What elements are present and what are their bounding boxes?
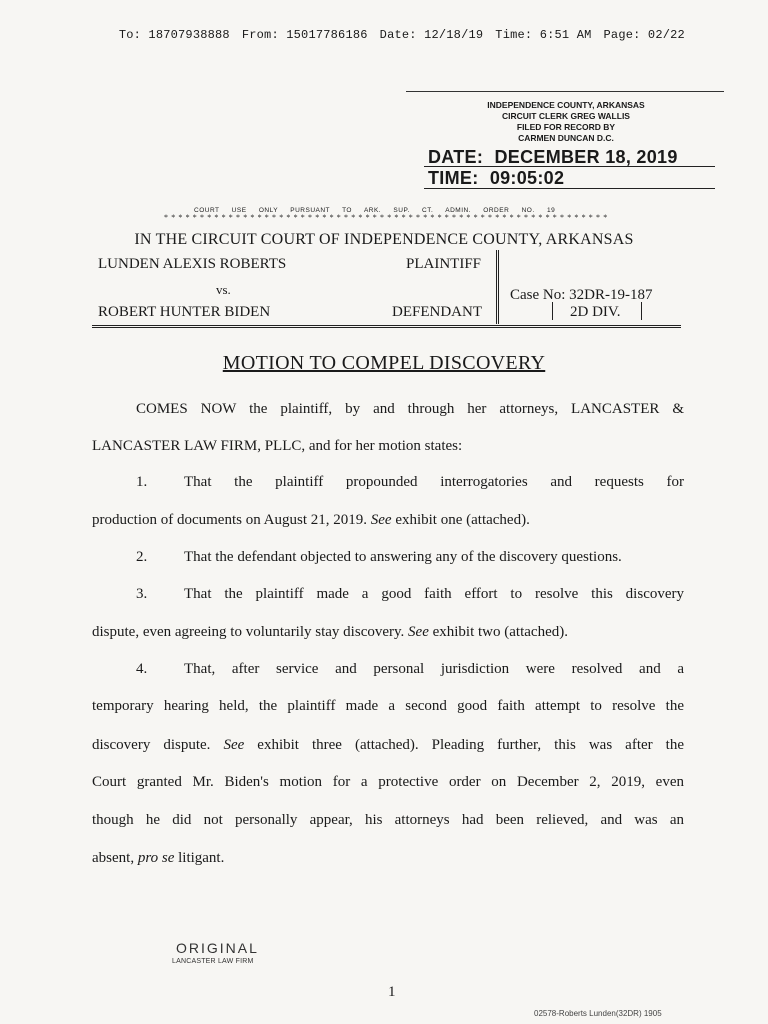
para-1-text-a: production of documents on August 21, 2019. bbox=[92, 512, 367, 528]
motion-title: MOTION TO COMPEL DISCOVERY bbox=[222, 352, 546, 374]
fax-date: Date: 12/18/19 bbox=[379, 28, 484, 42]
para-1-see: See bbox=[370, 512, 392, 528]
page-number: 1 bbox=[388, 984, 396, 1000]
stamp-date-label: DATE: bbox=[428, 147, 484, 167]
stamp-filed-by: FILED FOR RECORD BY bbox=[516, 122, 616, 132]
para-4-line-6 bbox=[92, 848, 684, 868]
stamp-top-rule bbox=[406, 91, 724, 92]
para-4-line-3 bbox=[92, 735, 684, 755]
division-bar-right bbox=[641, 302, 642, 320]
para-4-pro-se: pro se bbox=[137, 850, 175, 866]
fax-time: Time: 6:51 AM bbox=[495, 28, 592, 42]
para-4-text-c: absent, bbox=[92, 850, 135, 866]
stamp-date-value: DECEMBER 18, 2019 bbox=[494, 147, 678, 167]
fax-page: Page: 02/22 bbox=[603, 28, 685, 42]
para-3-line-1: That the plaintiff made a good faith effort to resolve this discovery bbox=[184, 586, 684, 602]
intro-line-1: COMES NOW the plaintiff, by and through her attorneys, LANCASTER & bbox=[136, 401, 684, 417]
defendant-label: DEFENDANT bbox=[392, 304, 482, 320]
court-use-note: COURT USE ONLY PURSUANT TO ARK. SUP. CT. ADMIN. ORDER NO. 19 bbox=[194, 207, 556, 214]
filing-stamp bbox=[426, 100, 706, 144]
para-2-line-1: That the defendant objected to answering any of the discovery questions. bbox=[184, 549, 622, 565]
case-number: Case No: 32DR-19-187 bbox=[510, 287, 653, 303]
defendant-name: ROBERT HUNTER BIDEN bbox=[98, 304, 271, 320]
para-3-text-b: exhibit two (attached). bbox=[432, 624, 568, 640]
para-4-text-b: exhibit three (attached). Pleading further, this was after the bbox=[257, 737, 684, 753]
caption-rule bbox=[92, 325, 681, 328]
original-stamp-firm: LANCASTER LAW FIRM bbox=[172, 958, 254, 965]
stamp-time bbox=[428, 168, 564, 189]
para-1-number: 1. bbox=[136, 474, 148, 490]
fax-header bbox=[104, 14, 697, 42]
para-4-number: 4. bbox=[136, 661, 148, 677]
intro-line-2: LANCASTER LAW FIRM, PLLC, and for her motion states: bbox=[92, 438, 463, 454]
para-1-text-b: exhibit one (attached). bbox=[395, 512, 530, 528]
versus: vs. bbox=[216, 282, 231, 297]
para-4-text-d: litigant. bbox=[178, 850, 225, 866]
stamp-time-label: TIME: bbox=[428, 168, 479, 188]
stamp-time-value: 09:05:02 bbox=[489, 168, 565, 188]
fax-to: To: 18707938888 bbox=[118, 28, 230, 42]
stamp-deputy: CARMEN DUNCAN D.C. bbox=[518, 133, 614, 143]
para-3-number: 3. bbox=[136, 586, 148, 602]
para-4-line-5: though he did not personally appear, his attorneys had been relieved, and was an bbox=[92, 812, 684, 828]
caption-divider bbox=[496, 250, 499, 324]
fax-from: From: 15017786186 bbox=[241, 28, 368, 42]
para-2-number: 2. bbox=[136, 549, 148, 565]
stamp-time-rule bbox=[424, 188, 715, 189]
para-3-text-a: dispute, even agreeing to voluntarily stay discovery. bbox=[92, 624, 405, 640]
para-4-line-1: That, after service and personal jurisdiction were resolved and a bbox=[184, 661, 684, 677]
para-1-line-1: That the plaintiff propounded interrogatories and requests for bbox=[184, 474, 684, 490]
para-3-line-2 bbox=[92, 622, 684, 642]
stamp-clerk: CIRCUIT CLERK GREG WALLIS bbox=[502, 111, 630, 121]
star-rule: * * * * * * * * * * * * * * * * * * * * * * * * * * * * * * * * * * * * * * * * * * * * * * * * * * * * * * * * * * * * * * bbox=[164, 213, 608, 222]
original-stamp: ORIGINAL bbox=[176, 940, 259, 956]
division-bar-left bbox=[552, 302, 553, 320]
stamp-date bbox=[428, 147, 678, 168]
court-title: IN THE CIRCUIT COURT OF INDEPENDENCE COUNTY, ARKANSAS bbox=[134, 231, 634, 248]
para-1-line-2 bbox=[92, 510, 684, 530]
division: 2D DIV. bbox=[570, 304, 621, 320]
para-4-see: See bbox=[223, 737, 245, 753]
para-4-line-2: temporary hearing held, the plaintiff made a second good faith attempt to resolve the bbox=[92, 698, 684, 714]
stamp-date-rule bbox=[424, 166, 715, 167]
plaintiff-label: PLAINTIFF bbox=[406, 256, 482, 272]
para-4-text-a: discovery dispute. bbox=[92, 737, 211, 753]
para-3-see: See bbox=[408, 624, 429, 640]
plaintiff-name: LUNDEN ALEXIS ROBERTS bbox=[98, 256, 287, 272]
stamp-county: INDEPENDENCE COUNTY, ARKANSAS bbox=[487, 100, 645, 110]
document-footer: 02578-Roberts Lunden(32DR) 1905 bbox=[534, 1009, 662, 1018]
para-4-line-4: Court granted Mr. Biden's motion for a protective order on December 2, 2019, even bbox=[92, 774, 684, 790]
